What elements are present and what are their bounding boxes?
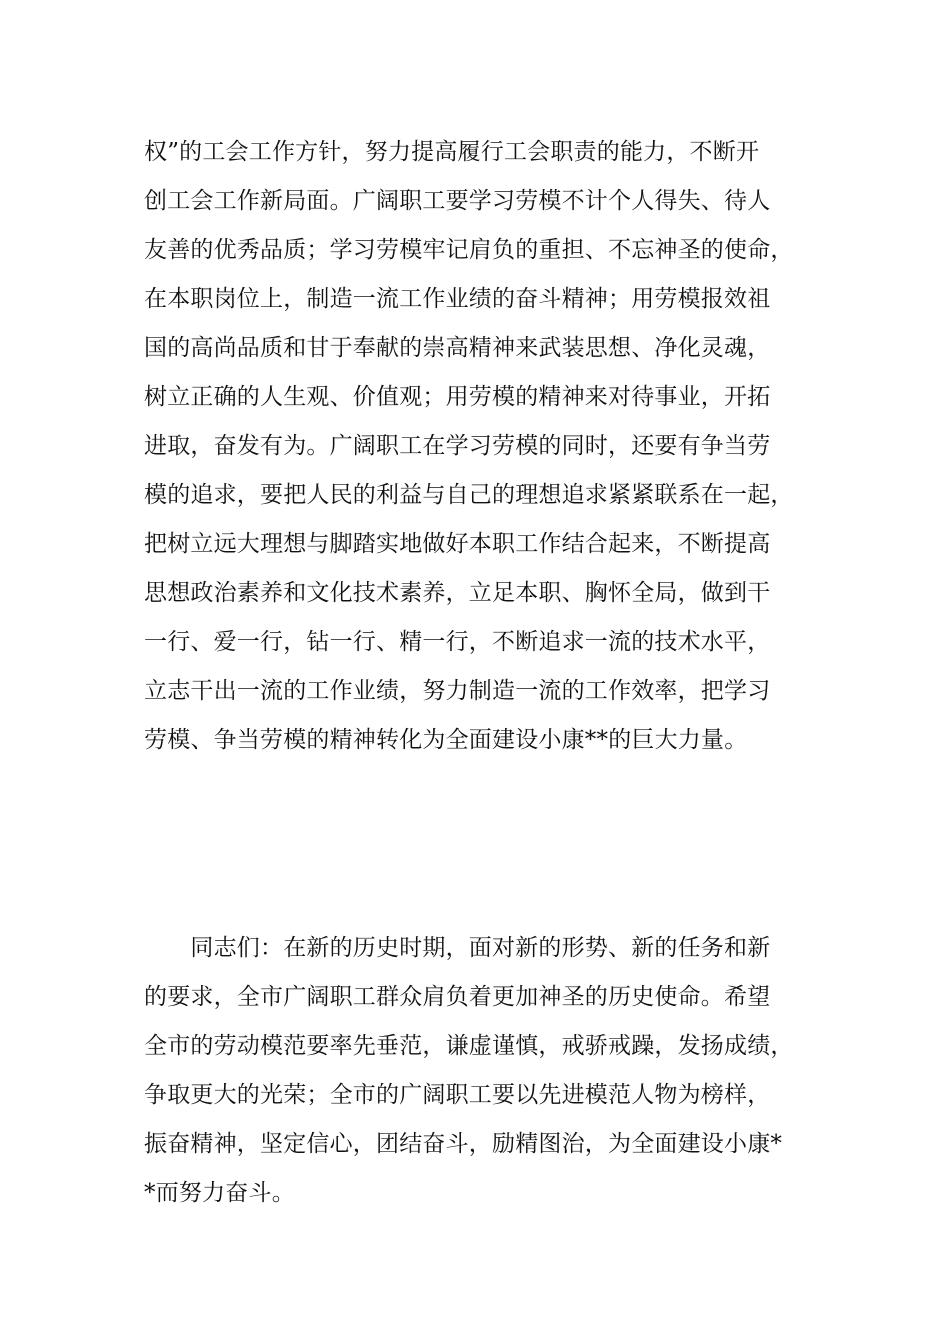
text-line: 思想政治素养和文化技术素养，立足本职、胸怀全局，做到干 — [144, 580, 771, 606]
text-line: 劳模、争当劳模的精神转化为全面建设小康**的巨大力量。 — [144, 727, 748, 753]
text-line: 一行、爱一行，钻一行、精一行，不断追求一流的技术水平， — [144, 629, 771, 655]
text-line: 振奋精神，坚定信心，团结奋斗，励精图治，为全面建设小康* — [144, 1131, 783, 1157]
text-line: 树立正确的人生观、价值观；用劳模的精神来对待事业，开拓 — [144, 384, 771, 410]
text-line: 全市的劳动模范要率先垂范，谦虚谨慎，戒骄戒躁，发扬成绩， — [144, 1033, 794, 1059]
text-line: 同志们：在新的历史时期，面对新的形势、新的任务和新 — [144, 935, 771, 961]
text-line: 的要求，全市广阔职工群众肩负着更加神圣的历史使命。希望 — [144, 984, 771, 1010]
paragraph-closing — [144, 924, 834, 1218]
text-line: 进取，奋发有为。广阔职工在学习劳模的同时，还要有争当劳 — [144, 433, 771, 459]
text-line: 模的追求，要把人民的利益与自己的理想追求紧紧联系在一起， — [144, 482, 794, 508]
text-line: *而努力奋斗。 — [144, 1180, 295, 1206]
text-line: 把树立远大理想与脚踏实地做好本职工作结合起来，不断提高 — [144, 531, 771, 557]
text-line: 友善的优秀品质；学习劳模牢记肩负的重担、不忘神圣的使命， — [144, 237, 794, 263]
text-line: 国的高尚品质和甘于奉献的崇高精神来武装思想、净化灵魂， — [144, 335, 771, 361]
text-line: 立志干出一流的工作业绩，努力制造一流的工作效率，把学习 — [144, 678, 771, 704]
text-line: 创工会工作新局面。广阔职工要学习劳模不计个人得失、待人 — [144, 188, 771, 214]
paragraph-continuation — [144, 128, 834, 765]
text-line: 在本职岗位上，制造一流工作业绩的奋斗精神；用劳模报效祖 — [144, 286, 771, 312]
text-line: 权”的工会工作方针，努力提高履行工会职责的能力，不断开 — [144, 139, 760, 165]
text-line: 争取更大的光荣；全市的广阔职工要以先进模范人物为榜样， — [144, 1082, 771, 1108]
